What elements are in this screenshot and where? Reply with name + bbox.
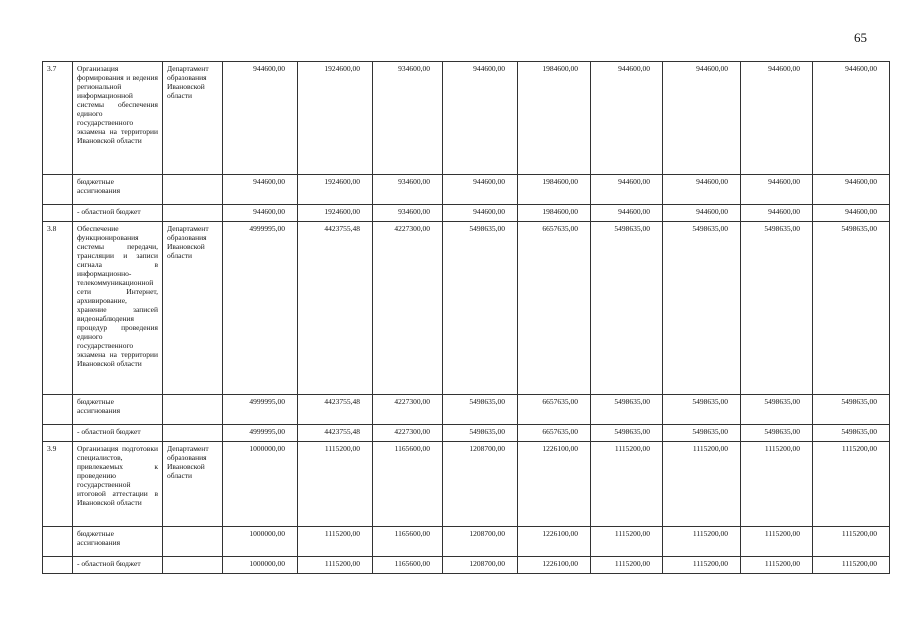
value-cell: 5498635,00 — [813, 222, 890, 395]
value-cell: 1115200,00 — [591, 527, 663, 557]
value-cell: 4423755,48 — [298, 222, 373, 395]
value-cell: 5498635,00 — [443, 395, 518, 425]
funding-label-cell: бюджетные ассигнования — [73, 527, 163, 557]
value-cell: 944600,00 — [741, 175, 813, 205]
value-cell: 1115200,00 — [813, 442, 890, 527]
value-cell: 944600,00 — [741, 205, 813, 222]
page-number: 65 — [854, 30, 867, 45]
row-number-cell — [43, 175, 73, 205]
value-cell: 1924600,00 — [298, 62, 373, 175]
value-cell: 944600,00 — [443, 175, 518, 205]
value-cell: 1208700,00 — [443, 442, 518, 527]
value-cell: 944600,00 — [591, 175, 663, 205]
executor-cell: Департамент образования Ивановской области — [163, 62, 223, 175]
value-cell: 1115200,00 — [663, 527, 741, 557]
executor-cell — [163, 395, 223, 425]
value-cell: 1115200,00 — [813, 527, 890, 557]
value-cell: 5498635,00 — [591, 222, 663, 395]
value-cell: 944600,00 — [223, 205, 298, 222]
description-cell: Обеспечение функционирования системы передачи, трансляции и записи сигнала в информационно-телекоммуникационной сети Интернет, архивирование, хранение записей видеонаблюдения процедур проведения единого государственного экзамена на территории Ивановской области — [73, 222, 163, 395]
value-cell: 1165600,00 — [373, 527, 443, 557]
value-cell: 1115200,00 — [813, 557, 890, 574]
value-cell: 4227300,00 — [373, 222, 443, 395]
value-cell: 944600,00 — [223, 62, 298, 175]
value-cell: 5498635,00 — [741, 425, 813, 442]
value-cell: 1115200,00 — [298, 442, 373, 527]
value-cell: 4227300,00 — [373, 425, 443, 442]
value-cell: 934600,00 — [373, 62, 443, 175]
executor-cell — [163, 425, 223, 442]
table-row — [43, 425, 890, 442]
value-cell: 944600,00 — [591, 205, 663, 222]
row-number-cell — [43, 205, 73, 222]
value-cell: 1115200,00 — [591, 442, 663, 527]
value-cell: 1000000,00 — [223, 442, 298, 527]
description-cell: Организация формирования и ведения региональной информационной системы обеспечения единого государственного экзамена на территории Ивановской области — [73, 62, 163, 175]
value-cell: 5498635,00 — [663, 395, 741, 425]
value-cell: 1226100,00 — [518, 557, 591, 574]
value-cell: 1115200,00 — [741, 557, 813, 574]
value-cell: 944600,00 — [741, 62, 813, 175]
value-cell: 944600,00 — [591, 62, 663, 175]
executor-cell — [163, 557, 223, 574]
value-cell: 944600,00 — [663, 205, 741, 222]
value-cell: 5498635,00 — [813, 425, 890, 442]
funding-label-cell: - областной бюджет — [73, 557, 163, 574]
value-cell: 1115200,00 — [741, 442, 813, 527]
value-cell: 4999995,00 — [223, 395, 298, 425]
value-cell: 934600,00 — [373, 205, 443, 222]
value-cell: 944600,00 — [663, 62, 741, 175]
table-row — [43, 527, 890, 557]
value-cell: 6657635,00 — [518, 222, 591, 395]
value-cell: 944600,00 — [813, 62, 890, 175]
value-cell: 944600,00 — [443, 62, 518, 175]
value-cell: 5498635,00 — [663, 222, 741, 395]
value-cell: 4227300,00 — [373, 395, 443, 425]
value-cell: 1115200,00 — [298, 557, 373, 574]
value-cell: 5498635,00 — [443, 222, 518, 395]
value-cell: 1115200,00 — [298, 527, 373, 557]
value-cell: 1208700,00 — [443, 557, 518, 574]
value-cell: 1115200,00 — [591, 557, 663, 574]
value-cell: 1115200,00 — [663, 557, 741, 574]
value-cell: 4423755,48 — [298, 395, 373, 425]
value-cell: 1115200,00 — [663, 442, 741, 527]
value-cell: 1924600,00 — [298, 175, 373, 205]
executor-cell — [163, 205, 223, 222]
executor-cell: Департамент образования Ивановской области — [163, 222, 223, 395]
value-cell: 5498635,00 — [741, 222, 813, 395]
value-cell: 1165600,00 — [373, 557, 443, 574]
value-cell: 944600,00 — [663, 175, 741, 205]
value-cell: 944600,00 — [813, 205, 890, 222]
value-cell: 5498635,00 — [741, 395, 813, 425]
table-row — [43, 557, 890, 574]
value-cell: 1165600,00 — [373, 442, 443, 527]
table-row — [43, 205, 890, 222]
table-row — [43, 175, 890, 205]
executor-cell: Департамент образования Ивановской области — [163, 442, 223, 527]
value-cell: 6657635,00 — [518, 395, 591, 425]
funding-label-cell: бюджетные ассигнования — [73, 395, 163, 425]
value-cell: 1000000,00 — [223, 527, 298, 557]
value-cell: 1226100,00 — [518, 527, 591, 557]
value-cell: 5498635,00 — [591, 425, 663, 442]
row-number-cell — [43, 557, 73, 574]
value-cell: 1984600,00 — [518, 205, 591, 222]
description-cell: Организация подготовки специалистов, привлекаемых к проведению государственной итоговой аттестации в Ивановской области — [73, 442, 163, 527]
funding-label-cell: - областной бюджет — [73, 205, 163, 222]
value-cell: 5498635,00 — [591, 395, 663, 425]
row-number-cell — [43, 425, 73, 442]
table-row — [43, 62, 890, 175]
row-number-cell — [43, 527, 73, 557]
value-cell: 944600,00 — [223, 175, 298, 205]
value-cell: 944600,00 — [443, 205, 518, 222]
table-row — [43, 395, 890, 425]
value-cell: 6657635,00 — [518, 425, 591, 442]
value-cell: 5498635,00 — [443, 425, 518, 442]
row-number-cell — [43, 395, 73, 425]
value-cell: 4999995,00 — [223, 222, 298, 395]
value-cell: 944600,00 — [813, 175, 890, 205]
value-cell: 1924600,00 — [298, 205, 373, 222]
value-cell: 1984600,00 — [518, 175, 591, 205]
value-cell: 5498635,00 — [663, 425, 741, 442]
table-row — [43, 442, 890, 527]
value-cell: 934600,00 — [373, 175, 443, 205]
value-cell: 1226100,00 — [518, 442, 591, 527]
value-cell: 4423755,48 — [298, 425, 373, 442]
value-cell: 1000000,00 — [223, 557, 298, 574]
row-number-cell: 3.7 — [43, 62, 73, 175]
value-cell: 1208700,00 — [443, 527, 518, 557]
executor-cell — [163, 175, 223, 205]
budget-table — [42, 61, 890, 574]
value-cell: 5498635,00 — [813, 395, 890, 425]
row-number-cell: 3.9 — [43, 442, 73, 527]
value-cell: 1984600,00 — [518, 62, 591, 175]
value-cell: 4999995,00 — [223, 425, 298, 442]
funding-label-cell: - областной бюджет — [73, 425, 163, 442]
table-row — [43, 222, 890, 395]
executor-cell — [163, 527, 223, 557]
funding-label-cell: бюджетные ассигнования — [73, 175, 163, 205]
row-number-cell: 3.8 — [43, 222, 73, 395]
value-cell: 1115200,00 — [741, 527, 813, 557]
